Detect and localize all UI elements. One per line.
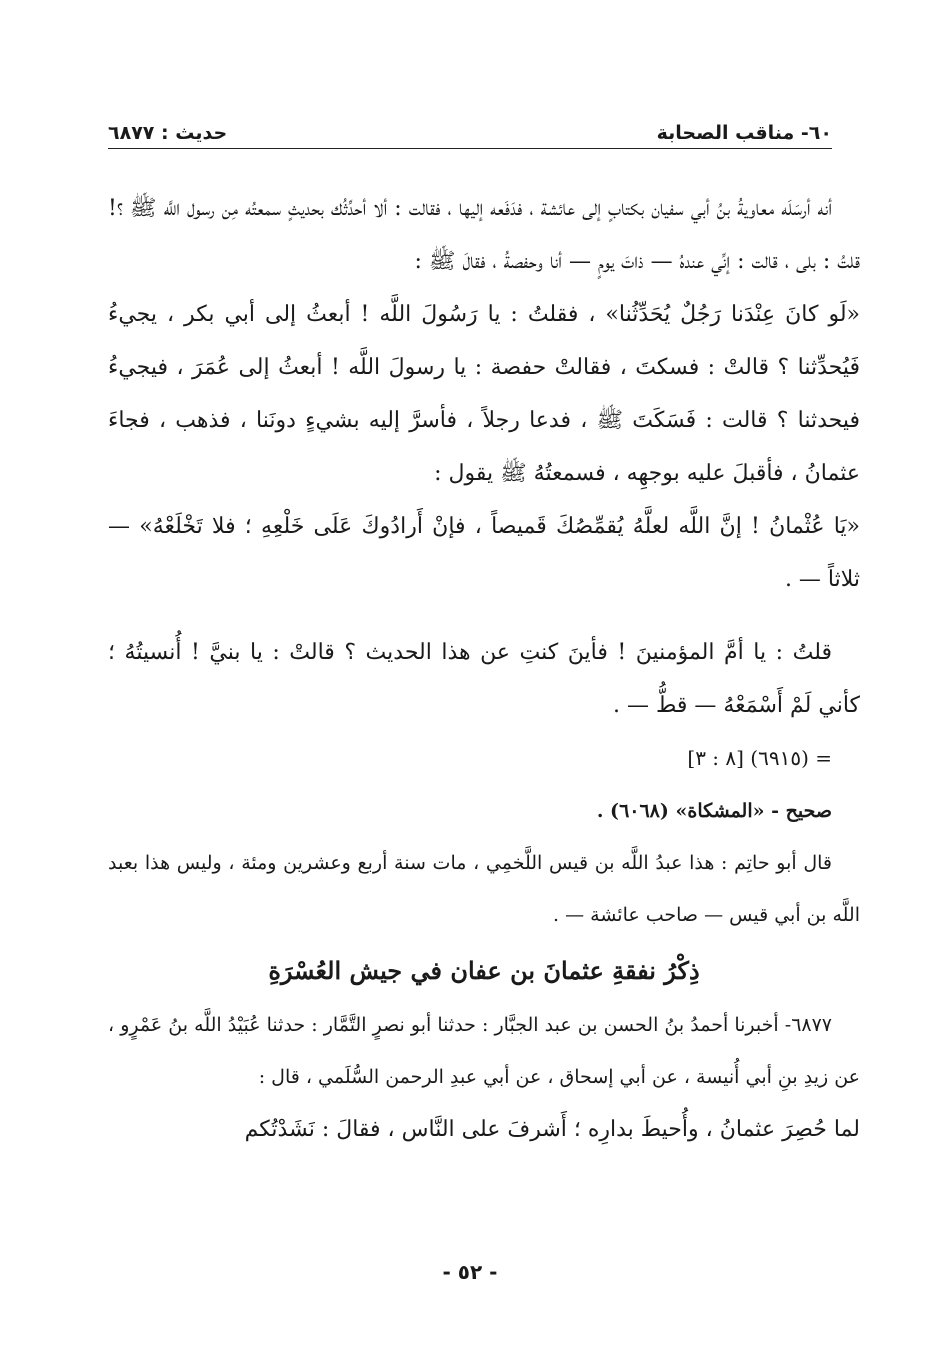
author-comment: قال أبو حاتِم : هذا عبدُ اللَّه بن قيس اللَّخمِي ، مات سنة أربع وعشرين ومئة ، وليس هذا بعبد اللَّه بن أبي قيس — صاحب عائشة — . [108,852,860,926]
matn-paragraph: لما حُصِرَ عثمانُ ، وأُحيطَ بدارِه ؛ أَشرفَ على النَّاس ، فقالَ : نَشَدْتُكم [244,1117,860,1142]
hadith-number-label: حديث : ٦٨٧٧ [108,122,228,144]
isnad-paragraph: ٦٨٧٧- أخبرنا أحمدُ بنُ الحسن بن عبد الجبَّار : حدثنا أبو نصرٍ التَّمَّار : حدثنا عُبَيْدُ اللَّه بنُ عَمْرٍو ، عن زيدِ بنِ أبي أُنيسة ، عن أبي إسحاق ، عن أبي عبدِ الرحمن السُّلَمي ، قال : [108,1014,860,1088]
question-paragraph: قلتُ : يا أمَّ المؤمنينَ ! فأينَ كنتِ عن هذا الحديث ؟ قالتْ : يا بنيَّ ! أُنسيتُهُ ؛ كأني لَمْ أَسْمَعْهُ — قطُّ — . [108,640,860,718]
chapter-title: ٦٠- مناقب الصحابة [656,122,832,144]
page-body [108,182,860,1156]
cross-reference: = (٦٩١٥) [٨ : ٣] [687,746,832,770]
prophetic-saying-paragraph: «يَا عُثْمانُ ! إنَّ اللَّه لعلَّهُ يُقمِّصُكَ قَميصاً ، فإنْ أَرادُوكَ عَلَى خَلْعِهِ ؛ فلا تَخْلَعْهُ» — ثلاثاً — . [108,514,860,592]
grading-note: صحيح - «المشكاة» (٦٠٦٨) . [596,800,832,822]
dialogue-paragraph: «لَو كانَ عِنْدَنا رَجُلٌ يُحَدِّثُنا» ، فقلتُ : يا رَسُولَ اللَّه ! أبعثُ إلى أبي بكر ، يجيءُ فَيُحدِّثنا ؟ قالتْ : فسكتَ ، فقالتْ حفصة : يا رسولَ اللَّه ! أبعثُ إلى عُمَرَ ، فيجيءُ فيحدثنا ؟ قالت : فَسَكَتَ ﷺ ، فدعا رجلاً ، فأسرَّ إليه بشيءٍ دونَنا ، فذهب ، فجاءَ عثمانُ ، فأقبلَ عليه بوجهِه ، فسمعتُهُ ﷺ يقول : [108,302,860,486]
running-header [108,108,832,149]
section-heading: ذِكْرُ نفقةِ عثمانَ بن عفان في جيش العُسْرَةِ [268,956,700,985]
page-number: - ٥٢ - [442,1260,498,1284]
narration-paragraph: أنه أرسَلَه معاويةُ بنُ أبي سفيان بكتابٍ إلى عائشة ، فدَفَعه إليها ، فقالت : ألا أحدِّثُك بحديثٍ سمعتُه مِن رسول اللَّه ﷺ ؟! قلتُ : بلى ، قالت : إنِّي عندهُ — ذاتَ يومٍ — أنا وحفصةُ ، فقالَ ﷺ : [108,196,860,274]
